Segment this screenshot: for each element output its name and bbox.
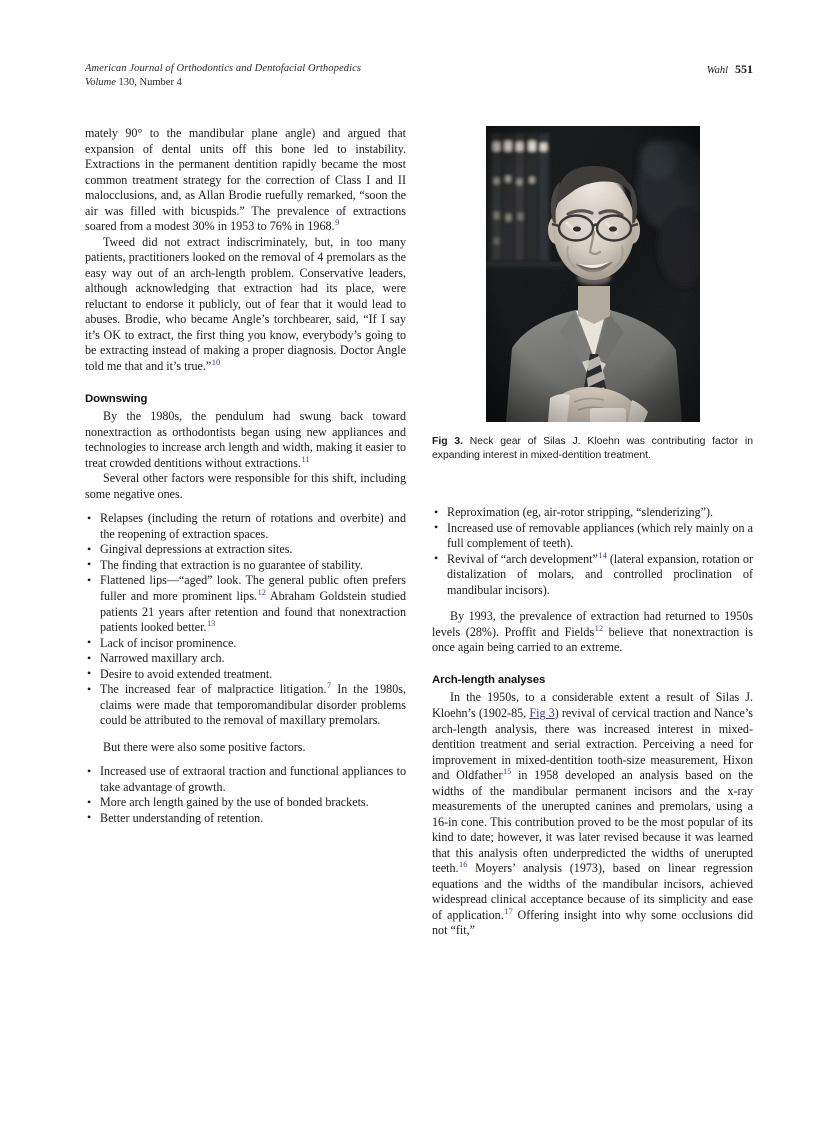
page-number: 551 — [735, 62, 753, 76]
list-item-text-continued: (lateral expansion, rotation or distalization of molars, and controlled proclination of mandibular incisors). — [447, 551, 753, 597]
reference-marker-9[interactable]: 9 — [335, 218, 340, 228]
list-item — [85, 795, 406, 811]
list-item-text: Relapses (including the return of rotations and overbite) and the reopening of extraction spaces. — [100, 511, 406, 541]
figure-photograph — [486, 126, 700, 422]
list-item — [85, 651, 406, 667]
list-item — [85, 511, 406, 542]
author-name: Wahl — [706, 65, 728, 76]
paragraph-1993 — [432, 609, 753, 656]
reference-marker-12[interactable]: 12 — [257, 587, 266, 597]
list-item — [85, 682, 406, 729]
figure-caption — [432, 435, 753, 463]
reference-marker-15[interactable]: 15 — [503, 767, 512, 777]
reference-marker-7[interactable]: 7 — [327, 681, 332, 691]
paragraph-arch-text-2: ) revival of cervical traction and Nance’s arch-length analysis, there was increased interest in mixed-dentition treatment and serial extraction. Perceiving a need for improvement in mixed-dentition tooth-size measurement, Hixon and Oldfather — [432, 705, 753, 783]
running-head — [85, 62, 753, 91]
list-item-text: Desire to avoid extended treatment. — [100, 666, 273, 681]
paragraph-downswing — [85, 409, 406, 471]
paragraph-positive-intro: But there were also some positive factors. — [103, 739, 306, 754]
portrait-photo-graphic — [486, 126, 700, 422]
volume-issue — [85, 76, 361, 90]
list-item — [85, 573, 406, 635]
paragraph-arch-text-5: Offering insight into why some occlusions did not “fit,” — [432, 907, 753, 938]
list-item-text: Better understanding of retention. — [100, 810, 264, 825]
list-item-text: Narrowed maxillary arch. — [100, 651, 225, 666]
running-head-left — [85, 62, 361, 91]
list-item-text: Increased use of extraoral traction and functional appliances to take advantage of growth. — [100, 764, 406, 794]
left-column — [85, 126, 406, 826]
paragraph-arch-text-4: Moyers’ analysis (1973), based on linear regression equations and the widths of the mandibular incisors, achieved widespread clinical acceptance because of its simplicity and ease of application. — [432, 861, 753, 922]
reference-marker-12b[interactable]: 12 — [594, 623, 604, 633]
list-item-text: The finding that extraction is no guarantee of stability. — [100, 557, 363, 572]
paragraph-downswing-text: By the 1980s, the pendulum had swung back toward nonextraction as orthodontists began using new appliances and technologies to increase arch length and width, making it easier to treat crowded dentitions without extractions. — [85, 409, 406, 470]
negative-factors-list — [85, 511, 406, 728]
figure-cross-reference-link[interactable]: Fig 3 — [529, 705, 555, 720]
paragraph-1993-text: By 1993, the prevalence of extraction had returned to 1950s levels (28%). Proffit and Fields — [432, 609, 753, 639]
list-item — [432, 552, 753, 599]
paragraph-continued-text: mately 90° to the mandibular plane angle) and argued that expansion of dental units off this bone led to instability. Extractions in the permanent dentition rapidly became the most common treatment strategy for the correction of Class I and II malocclusions, and, as Allan Brodie ruefully remarked, “soon the air was filled with bicuspids.” The prevalence of extractions soared from a modest 30% in 1953 to 76% in 1968. — [85, 126, 406, 234]
list-item — [432, 505, 753, 521]
positive-factors-list — [85, 764, 406, 826]
reference-marker-17[interactable]: 17 — [504, 906, 513, 916]
list-item-text: More arch length gained by the use of bonded brackets. — [100, 795, 369, 810]
volume-numbers: 130, Number 4 — [115, 77, 182, 89]
reference-marker-14[interactable]: 14 — [598, 550, 607, 560]
paragraph-arch-text-1: In the 1950s, to a considerable extent a result of Silas J. Kloehn’s (1902-85, — [432, 690, 753, 720]
list-item-text: Revival of “arch development” — [447, 551, 598, 566]
paragraph-1993-text-continued: believe that nonextraction is once again being carried to an extreme. — [432, 624, 753, 655]
section-heading-downswing: Downswing — [85, 392, 148, 405]
volume-word: Volume — [85, 77, 116, 89]
figure-caption-text: Neck gear of Silas J. Kloehn was contributing factor in expanding interest in mixed-dentition treatment. — [432, 436, 753, 461]
figure-3 — [432, 126, 753, 463]
paragraph-continued — [85, 126, 406, 235]
list-item-text-continued: In the 1980s, claims were made that temporomandibular disorder problems could be attributed to the removal of maxillary premolars. — [100, 682, 406, 728]
running-head-right — [707, 62, 753, 77]
vignette — [486, 126, 700, 422]
list-item-text: Lack of incisor prominence. — [100, 635, 237, 650]
list-item — [85, 667, 406, 683]
paragraph-arch-length — [432, 690, 753, 939]
right-column — [432, 505, 753, 939]
paragraph-arch-text-3: in 1958 developed an analysis based on the widths of the mandibular permanent incisors and the x-ray measurements of the unerupted canines and premolars, using a 16-in cone. This contribution proved to be the most popular of its kind to date; however, it was later revised because it was learned that this analysis often underpredicted the widths of unerupted teeth. — [432, 768, 753, 876]
list-item-text: Gingival depressions at extraction sites. — [100, 542, 293, 557]
list-item-text: Reproximation (eg, air-rotor stripping, “slenderizing”). — [447, 505, 714, 519]
section-heading-arch-length: Arch-length analyses — [432, 673, 546, 686]
journal-title: American Journal of Orthodontics and Dentofacial Orthopedics — [85, 63, 362, 74]
paragraph-factors: Several other factors were responsible for this shift, including some negative ones. — [85, 471, 406, 501]
list-item — [85, 811, 406, 827]
figure-label: Fig 3. — [432, 436, 464, 447]
list-item — [85, 558, 406, 574]
list-item — [85, 764, 406, 795]
list-item — [85, 636, 406, 652]
list-item-text-continued: Abraham Goldstein studied patients 21 years after retention and found that nonextraction patients looked better. — [100, 589, 406, 635]
paragraph-tweed — [85, 235, 406, 375]
list-item-text: Increased use of removable appliances (which rely mainly on a full complement of teeth). — [447, 520, 753, 551]
positive-factors-list-continued — [432, 505, 753, 598]
list-item-text: The increased fear of malpractice litigation. — [100, 682, 327, 697]
list-item — [432, 521, 753, 552]
paragraph-tweed-text: Tweed did not extract indiscriminately, but, in too many patients, practitioners looked on the removal of 4 premolars as the easy way out of an arch-length problem. Conservative leaders, although acknowledging that extraction had its place, were reluctant to endorse it publicly, out of fear that it would lead to abuses. Brodie, who became Angle’s torchbearer, said, “If I say it’s OK to extract, the first thing you know, everybody’s going to be extracting instead of making a proper diagnosis. Doctor Angle told me that and it’s true.” — [85, 234, 406, 373]
reference-marker-16[interactable]: 16 — [459, 860, 468, 870]
reference-marker-11[interactable]: 11 — [301, 454, 310, 464]
reference-marker-13[interactable]: 13 — [206, 619, 216, 629]
reference-marker-10[interactable]: 10 — [211, 357, 221, 367]
list-item-text: Flattened lips—“aged” look. The general public often prefers fuller and more prominent lips. — [100, 573, 406, 603]
list-item — [85, 542, 406, 558]
